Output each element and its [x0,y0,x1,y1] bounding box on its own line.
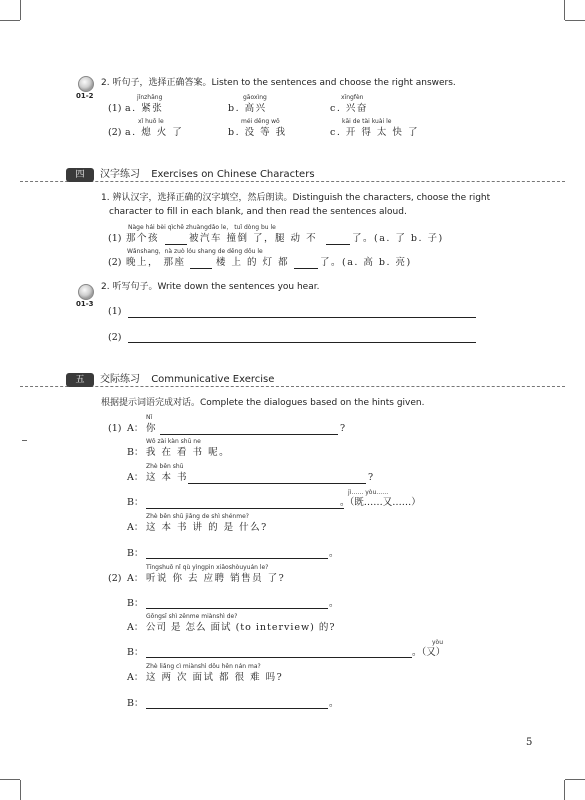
sentence-text: 楼 上 的 灯 都 [216,257,290,268]
item-number: (2) [108,127,122,138]
margin-mark [22,440,27,441]
speaker-b: B： [127,598,144,609]
speaker-a: A： [127,423,144,434]
option-c: c. 开 得 太 快 了 [330,127,419,138]
answer-line[interactable] [160,434,338,435]
item-number: (1) [108,233,122,244]
exercise-instruction: 根据提示词语完成对话。Complete the dialogues based on the hints given. [101,398,425,408]
speaker-b: B： [127,447,144,458]
punctuation: 。 [329,548,341,559]
answer-line[interactable] [146,708,328,709]
punctuation: 。 [329,598,341,609]
pinyin: Zhè běn shū jiǎng de shì shénme? [146,513,249,520]
answer-line[interactable] [146,558,328,559]
pinyin: jǐnzhāng [137,94,163,101]
exercise-instruction: 2. 听句子，选择正确答案。Listen to the sentences and choose the right answers. [101,78,456,88]
sentence-text: 被汽车 撞倒 了，腿 动 不 [189,233,318,244]
pinyin: Tīngshuō nǐ qù yìngpìn xiāoshòuyuán le? [146,564,269,571]
section-title-en: Communicative Exercise [151,374,275,385]
item-number: (1) [108,306,122,317]
fill-blank[interactable] [190,268,212,269]
punctuation: ? [340,423,347,434]
crop-mark [20,0,21,20]
punctuation: ? [368,472,375,483]
pinyin: yòu [432,639,444,646]
item-number: (2) [108,332,122,343]
hint-words: 。（既……又……） [340,497,421,508]
section-number-icon: 五 [66,373,94,387]
hint-words: 。（又） [412,647,446,658]
sentence-text: 那个孩 [126,233,160,244]
dialogue-text: 你 [146,423,158,434]
pinyin: Nǐ [146,414,153,421]
exercise-instruction: 2. 听写句子。Write down the sentences you hear. [101,282,320,292]
answer-line[interactable] [146,508,344,509]
track-label: 01-2 [76,92,94,100]
speaker-b: B： [127,548,144,559]
crop-mark [565,20,585,21]
crop-mark [20,780,21,800]
sentence-text: 了。(a. 了 b. 子) [352,233,444,244]
speaker-b: B： [127,698,144,709]
pinyin: xǐ huō le [138,118,164,125]
crop-mark [0,20,20,21]
option-c: c. 兴奋 [330,103,368,114]
punctuation: 。 [329,698,341,709]
dialogue-text: 公司 是 怎么 面试 (to interview) 的? [146,622,336,633]
dialogue-number: (1) [108,423,122,434]
speaker-a: A： [127,622,144,633]
crop-mark [0,779,20,780]
fill-blank[interactable] [326,244,350,245]
pinyin: Zhè liǎng cì miànshì dōu hěn nán ma? [146,663,261,670]
exercise-instruction: 1. 辨认汉字，选择正确的汉字填空，然后朗读。Distinguish the characters, choose the right [101,193,491,203]
speaker-a: A： [127,672,144,683]
speaker-b: B： [127,647,144,658]
cd-icon [78,284,94,300]
section-divider [20,181,565,182]
item-number: (2) [108,257,122,268]
exercise-instruction: character to fill in each blank, and then read the sentences aloud. [109,207,407,217]
dialogue-text: 听说 你 去 应聘 销售员 了? [146,573,286,584]
crop-mark [564,780,565,800]
pinyin: Wǎnshang，nà zuò lóu shang de dēng dōu le [127,248,263,255]
answer-line[interactable] [146,657,412,658]
section-title [100,170,319,180]
dialogue-text: 这 本 书 讲 的 是 什么? [146,522,268,533]
section-divider [20,386,565,387]
fill-blank[interactable] [294,268,318,269]
answer-line[interactable] [188,483,366,484]
dialogue-text: 这 两 次 面试 都 很 难 吗? [146,672,284,683]
option-b: b. 高兴 [228,103,267,114]
pinyin: Zhè běn shū [146,463,184,470]
section-title [100,375,278,385]
crop-mark [564,0,565,20]
pinyin: gāoxìng [243,94,267,101]
sentence-text: 了。(a. 高 b. 亮) [320,257,412,268]
speaker-a: A： [127,472,144,483]
dialogue-number: (2) [108,573,122,584]
sentence-text: 晚上， 那座 [126,257,186,268]
item-number: (1) [108,103,122,114]
answer-line[interactable] [146,608,328,609]
option-b: b. 没 等 我 [228,127,287,138]
section-title-en: Exercises on Chinese Characters [151,169,315,180]
dialogue-text: 我 在 看 书 呢。 [146,447,231,458]
section-title-zh: 交际练习 [100,374,140,385]
section-title-zh: 汉字练习 [100,169,140,180]
pinyin: Wǒ zài kàn shū ne [146,438,201,445]
dictation-line[interactable] [128,342,476,343]
pinyin: jì…… yòu…… [348,489,389,496]
fill-blank[interactable] [165,244,187,245]
option-a: a. 熄 火 了 [125,127,184,138]
pinyin: Nàge hái bèi qìchē zhuàngdǎo le， tuǐ dòng bu le [128,224,276,231]
crop-mark [565,779,585,780]
pinyin: kāi de tài kuài le [342,118,392,125]
cd-icon [78,76,94,92]
speaker-a: A： [127,573,144,584]
dialogue-text: 这 本 书 [146,472,189,483]
dictation-line[interactable] [128,317,476,318]
section-number-icon: 四 [66,168,94,182]
pinyin: méi děng wǒ [241,118,280,125]
pinyin: xīngfèn [341,94,364,101]
option-a: a. 紧张 [125,103,164,114]
speaker-a: A： [127,522,144,533]
pinyin: Gōngsī shì zěnme miànshì de? [146,613,238,620]
page-number: 5 [526,737,533,748]
track-label: 01-3 [76,300,94,308]
speaker-b: B： [127,497,144,508]
